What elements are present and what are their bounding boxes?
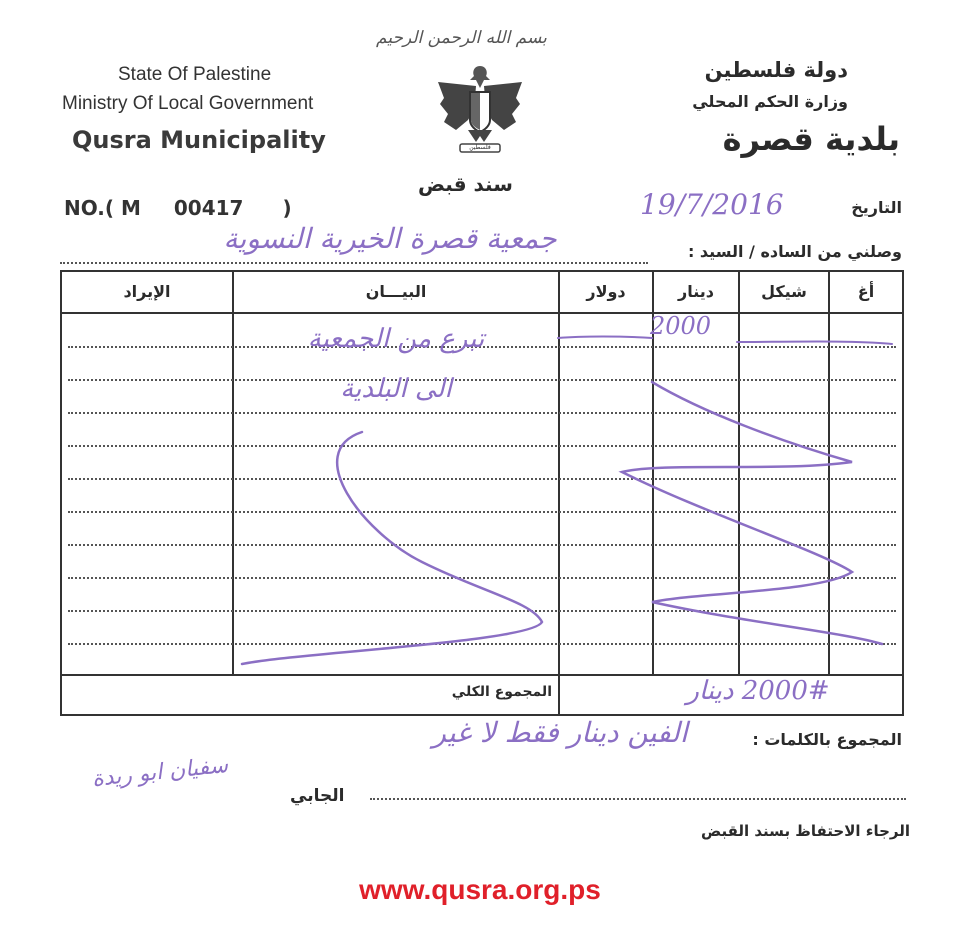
ar-ministry-name: وزارة الحكم المحلي: [692, 92, 848, 111]
received-from-label: وصلني من الساده / السيد :: [687, 242, 902, 261]
ar-municipality-name: بلدية قصرة: [722, 120, 900, 158]
words-label: المجموع بالكلمات :: [752, 730, 902, 749]
receipt-number-suffix: ): [282, 196, 292, 220]
header-revenue: الإيراد: [123, 282, 171, 301]
en-municipality-name: Qusra Municipality: [72, 126, 326, 154]
basmala: بسم الله الرحمن الرحيم: [376, 28, 547, 48]
palestine-emblem-icon: [430, 58, 530, 158]
header-agh: أغ: [857, 282, 875, 301]
collector-label: الجابي: [290, 786, 345, 806]
collector-signature: سفيان ابو ريدة: [90, 752, 230, 793]
entry-description-line2: الى البلدية: [340, 374, 452, 404]
received-from-value: جمعية قصرة الخيرية النسوية: [223, 222, 557, 255]
receipt-title: سند قبض: [418, 172, 513, 196]
ar-state-name: دولة فلسطين: [704, 58, 848, 82]
entry-amount-dinar: 2000: [650, 312, 712, 340]
header-dollar: دولار: [586, 282, 626, 301]
total-value: 2000# دينار: [686, 676, 830, 706]
header-dinar: دينار: [678, 282, 714, 301]
website-url: www.qusra.org.ps: [359, 874, 601, 905]
collector-line: [370, 798, 906, 800]
header-shekel: شيكل: [761, 282, 807, 301]
date-label: التاريخ: [851, 198, 902, 217]
header-description: البيـــان: [365, 282, 427, 301]
receipt-table: [60, 270, 904, 716]
cancel-scribble-icon: [62, 272, 902, 714]
keep-receipt-notice: الرجاء الاحتفاظ بسند القبض: [701, 822, 910, 840]
receipt-number-block: [64, 196, 292, 220]
received-from-line: [60, 262, 648, 264]
total-label: المجموع الكلي: [451, 684, 552, 700]
entry-description-line1: تبرع من الجمعية: [307, 324, 485, 354]
receipt-number: 00417: [173, 196, 244, 220]
words-value: الفين دينار فقط لا غير: [432, 716, 688, 749]
emblem-caption: فلسطين: [469, 144, 491, 151]
date-value: 19/7/2016: [640, 188, 784, 221]
en-state-name: State Of Palestine: [118, 64, 272, 85]
en-ministry-name: Ministry Of Local Government: [62, 93, 314, 114]
receipt-number-prefix: NO.( M: [64, 196, 141, 220]
